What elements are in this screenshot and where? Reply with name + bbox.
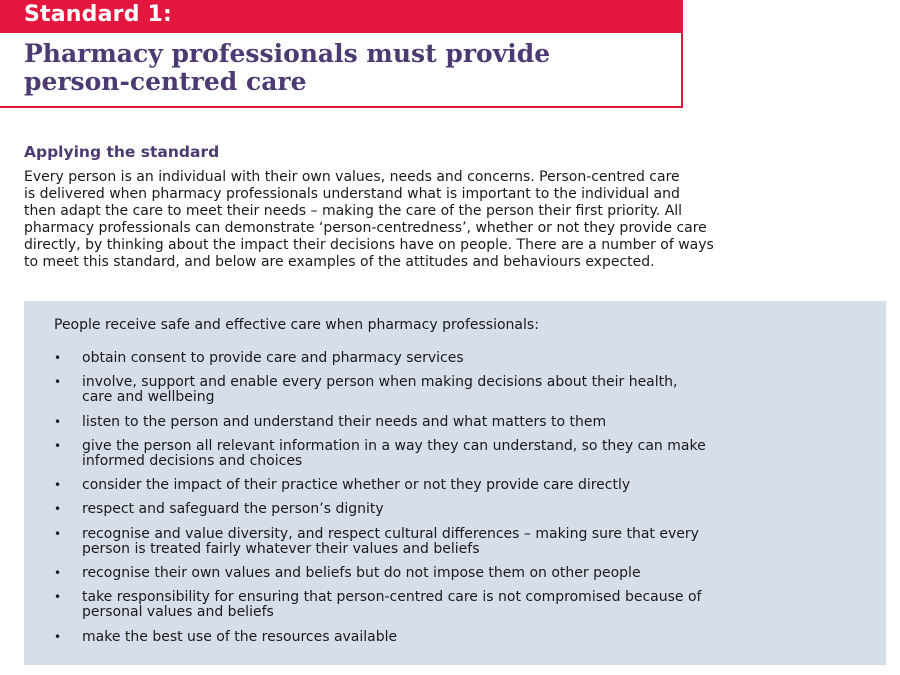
section-heading: Applying the standard bbox=[24, 143, 220, 161]
list-item-text: recognise and value diversity, and respect cultural differences – making sure that every bbox=[82, 525, 699, 542]
list-item bbox=[54, 439, 854, 469]
list-item bbox=[54, 415, 854, 430]
bullet-icon: • bbox=[54, 526, 62, 541]
list-item bbox=[54, 590, 854, 620]
bullet-icon: • bbox=[54, 566, 62, 581]
list-item-text: give the person all relevant information in a way they can understand, so they can make bbox=[82, 437, 706, 454]
bullet-icon: • bbox=[54, 351, 62, 365]
intro-paragraph bbox=[24, 169, 864, 271]
bullet-icon: • bbox=[54, 375, 62, 390]
intro-line: Every person is an individual with their own values, needs and concerns. Person-centred care bbox=[24, 169, 680, 185]
list-item-text: make the best use of the resources available bbox=[82, 628, 398, 645]
standard-header-box bbox=[0, 0, 683, 108]
list-item-text: obtain consent to provide care and pharmacy services bbox=[82, 350, 464, 366]
list-item-text: person is treated fairly whatever their values and beliefs bbox=[82, 540, 480, 557]
list-item-text: consider the impact of their practice whether or not they provide care directly bbox=[82, 477, 631, 494]
list-item bbox=[54, 375, 854, 405]
page-title-line-1: Pharmacy professionals must provide bbox=[24, 39, 551, 68]
list-item-text: personal values and beliefs bbox=[82, 604, 274, 621]
bullet-icon: • bbox=[54, 629, 62, 644]
intro-line: then adapt the care to meet their needs – making the care of the person their first priority. All bbox=[24, 203, 683, 219]
expectations-panel bbox=[24, 301, 886, 665]
bullet-icon: • bbox=[54, 590, 62, 605]
intro-line: to meet this standard, and below are examples of the attitudes and behaviours expected. bbox=[24, 254, 655, 270]
list-item bbox=[54, 630, 854, 645]
intro-line: is delivered when pharmacy professionals understand what is important to the individual and bbox=[24, 186, 680, 202]
list-item-text: care and wellbeing bbox=[82, 389, 215, 406]
intro-line: pharmacy professionals can demonstrate ‘person-centredness’, whether or not they provide care bbox=[24, 220, 707, 236]
list-item-text: respect and safeguard the person’s dignity bbox=[82, 501, 384, 518]
page-title-line-2: person-centred care bbox=[24, 67, 307, 96]
list-item bbox=[54, 351, 854, 366]
list-item-text: take responsibility for ensuring that person-centred care is not compromised because of bbox=[82, 589, 702, 606]
list-item bbox=[54, 527, 854, 557]
list-item-text: listen to the person and understand their needs and what matters to them bbox=[82, 413, 607, 430]
standard-label-band bbox=[0, 0, 683, 33]
list-item bbox=[54, 566, 854, 581]
list-item-text: involve, support and enable every person when making decisions about their health, bbox=[82, 374, 678, 391]
panel-lead-text: People receive safe and effective care when pharmacy professionals: bbox=[54, 317, 539, 333]
bullet-icon: • bbox=[54, 414, 62, 429]
bullet-icon: • bbox=[54, 478, 62, 493]
list-item bbox=[54, 502, 854, 517]
list-item bbox=[54, 478, 854, 493]
list-item-text: informed decisions and choices bbox=[82, 452, 303, 469]
standard-label: Standard 1: bbox=[24, 2, 173, 27]
page-title bbox=[24, 40, 674, 96]
expectations-list bbox=[54, 351, 854, 654]
bullet-icon: • bbox=[54, 438, 62, 453]
list-item-text: recognise their own values and beliefs but do not impose them on other people bbox=[82, 565, 641, 582]
bullet-icon: • bbox=[54, 502, 62, 517]
intro-line: directly, by thinking about the impact their decisions have on people. There are a number of ways bbox=[24, 237, 714, 253]
